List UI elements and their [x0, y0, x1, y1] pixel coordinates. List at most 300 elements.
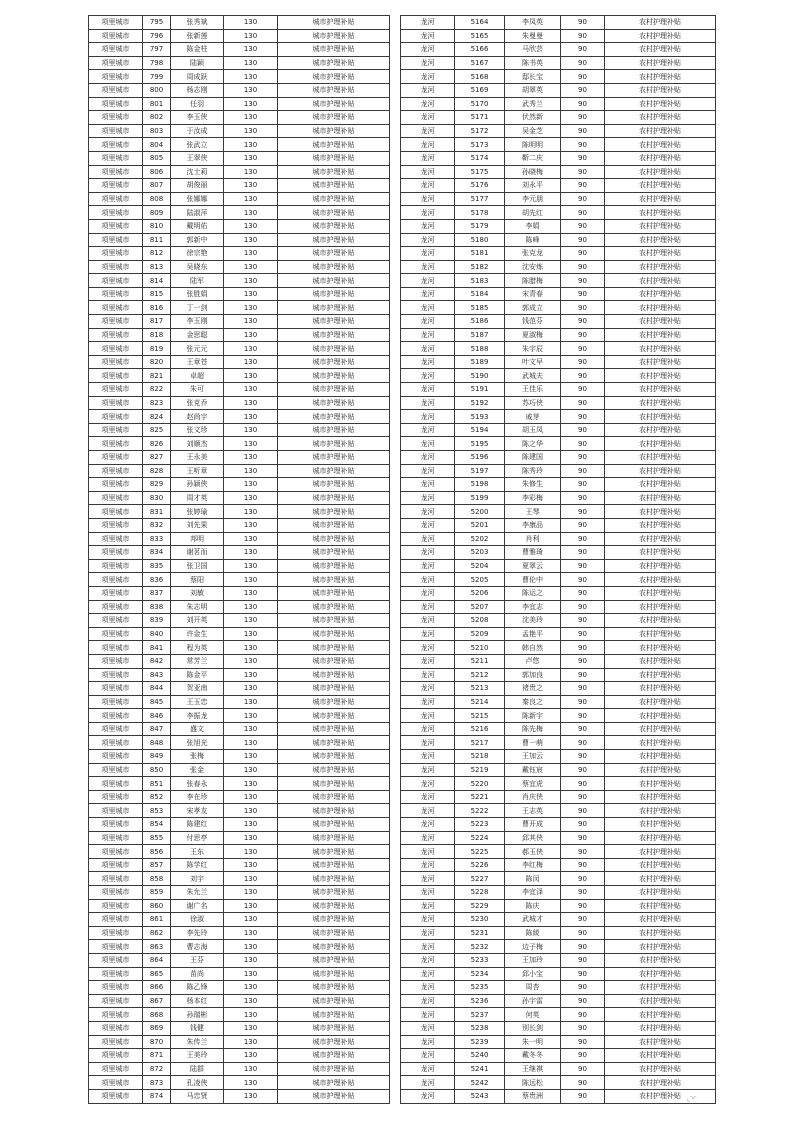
- number-cell: 5180: [455, 233, 505, 247]
- area-cell: 龙河: [401, 926, 455, 940]
- table-row: [401, 287, 716, 301]
- name-cell: 王加玲: [505, 953, 561, 967]
- amount-cell: 130: [224, 763, 278, 777]
- name-cell: 陆群: [171, 1062, 224, 1076]
- category-cell: 城市护理补贴: [278, 165, 390, 179]
- name-cell: 邱其侠: [505, 831, 561, 845]
- table-row: [89, 206, 390, 220]
- name-cell: 陈建红: [171, 818, 224, 832]
- category-cell: 城市护理补贴: [278, 16, 390, 30]
- table-row: [89, 668, 390, 682]
- area-cell: 龙河: [401, 872, 455, 886]
- amount-cell: 90: [561, 994, 605, 1008]
- name-cell: 胡先红: [505, 206, 561, 220]
- name-cell: 叶文早: [505, 355, 561, 369]
- amount-cell: 90: [561, 682, 605, 696]
- name-cell: 曹一萌: [505, 736, 561, 750]
- category-cell: 城市护理补贴: [278, 1008, 390, 1022]
- amount-cell: 130: [224, 478, 278, 492]
- number-cell: 805: [143, 151, 171, 165]
- name-cell: 赵尚宇: [171, 410, 224, 424]
- area-cell: 项里城市: [89, 1049, 143, 1063]
- category-cell: 农村护理补贴: [605, 342, 716, 356]
- number-cell: 866: [143, 981, 171, 995]
- amount-cell: 90: [561, 301, 605, 315]
- category-cell: 城市护理补贴: [278, 736, 390, 750]
- amount-cell: 130: [224, 994, 278, 1008]
- amount-cell: 130: [224, 1076, 278, 1090]
- number-cell: 853: [143, 804, 171, 818]
- name-cell: 沈士莉: [171, 165, 224, 179]
- category-cell: 农村护理补贴: [605, 532, 716, 546]
- area-cell: 项里城市: [89, 505, 143, 519]
- number-cell: 849: [143, 750, 171, 764]
- table-row: [401, 315, 716, 329]
- table-row: [89, 287, 390, 301]
- number-cell: 5171: [455, 111, 505, 125]
- category-cell: 农村护理补贴: [605, 1076, 716, 1090]
- table-row: [401, 790, 716, 804]
- amount-cell: 130: [224, 491, 278, 505]
- number-cell: 796: [143, 29, 171, 43]
- name-cell: 曹伦中: [505, 573, 561, 587]
- area-cell: 项里城市: [89, 1062, 143, 1076]
- right-subsidy-table: [400, 15, 716, 1104]
- table-row: [89, 70, 390, 84]
- amount-cell: 90: [561, 151, 605, 165]
- table-row: [401, 165, 716, 179]
- name-cell: 武城夫: [505, 369, 561, 383]
- amount-cell: 90: [561, 83, 605, 97]
- number-cell: 836: [143, 573, 171, 587]
- table-row: [401, 1062, 716, 1076]
- area-cell: 龙河: [401, 981, 455, 995]
- category-cell: 农村护理补贴: [605, 328, 716, 342]
- table-row: [89, 192, 390, 206]
- amount-cell: 90: [561, 328, 605, 342]
- amount-cell: 130: [224, 233, 278, 247]
- amount-cell: 130: [224, 328, 278, 342]
- number-cell: 848: [143, 736, 171, 750]
- category-cell: 农村护理补贴: [605, 1089, 716, 1103]
- area-cell: 龙河: [401, 369, 455, 383]
- area-cell: 龙河: [401, 206, 455, 220]
- table-row: [401, 1008, 716, 1022]
- amount-cell: 130: [224, 573, 278, 587]
- name-cell: 张武立: [171, 138, 224, 152]
- number-cell: 5230: [455, 913, 505, 927]
- name-cell: 王佳乐: [505, 383, 561, 397]
- amount-cell: 130: [224, 926, 278, 940]
- category-cell: 城市护理补贴: [278, 491, 390, 505]
- category-cell: 农村护理补贴: [605, 16, 716, 30]
- amount-cell: 90: [561, 451, 605, 465]
- name-cell: 胡翠英: [505, 83, 561, 97]
- amount-cell: 90: [561, 192, 605, 206]
- amount-cell: 130: [224, 654, 278, 668]
- table-row: [89, 43, 390, 57]
- area-cell: 项里城市: [89, 383, 143, 397]
- amount-cell: 90: [561, 124, 605, 138]
- amount-cell: 90: [561, 206, 605, 220]
- amount-cell: 90: [561, 274, 605, 288]
- number-cell: 873: [143, 1076, 171, 1090]
- name-cell: 陈闵: [505, 872, 561, 886]
- name-cell: 伏然新: [505, 111, 561, 125]
- table-row: [89, 1049, 390, 1063]
- area-cell: 项里城市: [89, 641, 143, 655]
- number-cell: 5201: [455, 518, 505, 532]
- table-row: [401, 464, 716, 478]
- amount-cell: 130: [224, 165, 278, 179]
- area-cell: 龙河: [401, 315, 455, 329]
- area-cell: 项里城市: [89, 342, 143, 356]
- name-cell: 钱范芬: [505, 315, 561, 329]
- name-cell: 朱可: [171, 383, 224, 397]
- number-cell: 843: [143, 668, 171, 682]
- name-cell: 宋孝友: [171, 804, 224, 818]
- number-cell: 860: [143, 899, 171, 913]
- category-cell: 城市护理补贴: [278, 111, 390, 125]
- table-row: [89, 491, 390, 505]
- name-cell: 王继祺: [505, 1062, 561, 1076]
- name-cell: 孙颖侠: [171, 478, 224, 492]
- amount-cell: 130: [224, 777, 278, 791]
- area-cell: 项里城市: [89, 70, 143, 84]
- area-cell: 龙河: [401, 247, 455, 261]
- area-cell: 龙河: [401, 192, 455, 206]
- category-cell: 城市护理补贴: [278, 790, 390, 804]
- name-cell: 邸长宝: [505, 70, 561, 84]
- area-cell: 龙河: [401, 410, 455, 424]
- name-cell: 张克龙: [505, 247, 561, 261]
- category-cell: 农村护理补贴: [605, 233, 716, 247]
- area-cell: 龙河: [401, 165, 455, 179]
- category-cell: 城市护理补贴: [278, 437, 390, 451]
- name-cell: 孙宇雷: [505, 994, 561, 1008]
- number-cell: 5202: [455, 532, 505, 546]
- number-cell: 5167: [455, 56, 505, 70]
- area-cell: 项里城市: [89, 559, 143, 573]
- name-cell: 李彩梅: [505, 491, 561, 505]
- category-cell: 城市护理补贴: [278, 845, 390, 859]
- number-cell: 5210: [455, 641, 505, 655]
- number-cell: 5184: [455, 287, 505, 301]
- name-cell: 周才英: [171, 491, 224, 505]
- number-cell: 839: [143, 614, 171, 628]
- amount-cell: 130: [224, 641, 278, 655]
- amount-cell: 90: [561, 518, 605, 532]
- amount-cell: 130: [224, 668, 278, 682]
- number-cell: 824: [143, 410, 171, 424]
- name-cell: 戴明佑: [171, 219, 224, 233]
- table-row: [89, 29, 390, 43]
- category-cell: 城市护理补贴: [278, 1062, 390, 1076]
- amount-cell: 90: [561, 219, 605, 233]
- name-cell: 徐淑: [171, 913, 224, 927]
- amount-cell: 130: [224, 600, 278, 614]
- number-cell: 809: [143, 206, 171, 220]
- table-row: [89, 818, 390, 832]
- table-row: [89, 342, 390, 356]
- category-cell: 城市护理补贴: [278, 410, 390, 424]
- amount-cell: 90: [561, 573, 605, 587]
- number-cell: 856: [143, 845, 171, 859]
- name-cell: 陆淑萍: [171, 206, 224, 220]
- amount-cell: 90: [561, 260, 605, 274]
- area-cell: 龙河: [401, 763, 455, 777]
- amount-cell: 90: [561, 736, 605, 750]
- number-cell: 5223: [455, 818, 505, 832]
- category-cell: 农村护理补贴: [605, 763, 716, 777]
- number-cell: 811: [143, 233, 171, 247]
- category-cell: 城市护理补贴: [278, 722, 390, 736]
- table-row: [401, 247, 716, 261]
- number-cell: 5178: [455, 206, 505, 220]
- area-cell: 项里城市: [89, 899, 143, 913]
- number-cell: 5206: [455, 586, 505, 600]
- amount-cell: 130: [224, 423, 278, 437]
- table-row: [401, 913, 716, 927]
- name-cell: 陈秀玲: [505, 464, 561, 478]
- area-cell: 龙河: [401, 532, 455, 546]
- table-row: [401, 750, 716, 764]
- area-cell: 龙河: [401, 1021, 455, 1035]
- number-cell: 844: [143, 682, 171, 696]
- name-cell: 谢茗而: [171, 546, 224, 560]
- area-cell: 项里城市: [89, 437, 143, 451]
- number-cell: 831: [143, 505, 171, 519]
- table-row: [401, 206, 716, 220]
- name-cell: 周杏: [505, 981, 561, 995]
- number-cell: 802: [143, 111, 171, 125]
- table-row: [89, 641, 390, 655]
- area-cell: 项里城市: [89, 219, 143, 233]
- number-cell: 5211: [455, 654, 505, 668]
- table-row: [401, 981, 716, 995]
- table-row: [89, 315, 390, 329]
- amount-cell: 130: [224, 315, 278, 329]
- name-cell: 钱健: [171, 1021, 224, 1035]
- table-row: [89, 1062, 390, 1076]
- name-cell: 常芳兰: [171, 654, 224, 668]
- amount-cell: 130: [224, 451, 278, 465]
- amount-cell: 90: [561, 383, 605, 397]
- number-cell: 865: [143, 967, 171, 981]
- name-cell: 陈之华: [505, 437, 561, 451]
- category-cell: 城市护理补贴: [278, 668, 390, 682]
- number-cell: 5221: [455, 790, 505, 804]
- category-cell: 农村护理补贴: [605, 845, 716, 859]
- number-cell: 857: [143, 858, 171, 872]
- table-row: [401, 29, 716, 43]
- area-cell: 项里城市: [89, 179, 143, 193]
- amount-cell: 130: [224, 559, 278, 573]
- category-cell: 城市护理补贴: [278, 994, 390, 1008]
- category-cell: 城市护理补贴: [278, 43, 390, 57]
- number-cell: 5234: [455, 967, 505, 981]
- amount-cell: 90: [561, 940, 605, 954]
- amount-cell: 90: [561, 913, 605, 927]
- name-cell: 杨本红: [171, 994, 224, 1008]
- name-cell: 张文珍: [171, 423, 224, 437]
- category-cell: 城市护理补贴: [278, 831, 390, 845]
- category-cell: 农村护理补贴: [605, 219, 716, 233]
- category-cell: 城市护理补贴: [278, 1035, 390, 1049]
- number-cell: 852: [143, 790, 171, 804]
- area-cell: 项里城市: [89, 1021, 143, 1035]
- name-cell: 王美玲: [171, 1049, 224, 1063]
- amount-cell: 90: [561, 1076, 605, 1090]
- area-cell: 项里城市: [89, 247, 143, 261]
- name-cell: 朱一明: [505, 1035, 561, 1049]
- amount-cell: 130: [224, 56, 278, 70]
- area-cell: 龙河: [401, 913, 455, 927]
- area-cell: 项里城市: [89, 315, 143, 329]
- amount-cell: 130: [224, 845, 278, 859]
- category-cell: 城市护理补贴: [278, 872, 390, 886]
- amount-cell: 90: [561, 709, 605, 723]
- area-cell: 龙河: [401, 233, 455, 247]
- name-cell: 蔡宜虎: [505, 777, 561, 791]
- area-cell: 项里城市: [89, 532, 143, 546]
- table-row: [89, 586, 390, 600]
- name-cell: 朱修生: [505, 478, 561, 492]
- watermark-icon: ◟◝◜: [687, 1094, 697, 1103]
- area-cell: 项里城市: [89, 994, 143, 1008]
- number-cell: 5222: [455, 804, 505, 818]
- amount-cell: 130: [224, 627, 278, 641]
- amount-cell: 130: [224, 858, 278, 872]
- amount-cell: 130: [224, 16, 278, 30]
- table-row: [401, 695, 716, 709]
- area-cell: 龙河: [401, 83, 455, 97]
- number-cell: 821: [143, 369, 171, 383]
- amount-cell: 130: [224, 532, 278, 546]
- table-row: [401, 383, 716, 397]
- number-cell: 851: [143, 777, 171, 791]
- number-cell: 5213: [455, 682, 505, 696]
- number-cell: 5239: [455, 1035, 505, 1049]
- category-cell: 城市护理补贴: [278, 355, 390, 369]
- table-row: [89, 16, 390, 30]
- number-cell: 812: [143, 247, 171, 261]
- area-cell: 龙河: [401, 1008, 455, 1022]
- amount-cell: 90: [561, 804, 605, 818]
- area-cell: 项里城市: [89, 709, 143, 723]
- area-cell: 项里城市: [89, 763, 143, 777]
- area-cell: 项里城市: [89, 165, 143, 179]
- number-cell: 833: [143, 532, 171, 546]
- amount-cell: 130: [224, 1049, 278, 1063]
- name-cell: 孙晓梅: [505, 165, 561, 179]
- table-row: [89, 790, 390, 804]
- area-cell: 项里城市: [89, 913, 143, 927]
- number-cell: 874: [143, 1089, 171, 1103]
- table-row: [89, 464, 390, 478]
- category-cell: 农村护理补贴: [605, 301, 716, 315]
- number-cell: 5198: [455, 478, 505, 492]
- name-cell: 李宜泽: [505, 886, 561, 900]
- table-row: [89, 709, 390, 723]
- name-cell: 苗尚: [171, 967, 224, 981]
- category-cell: 城市护理补贴: [278, 1089, 390, 1103]
- name-cell: 王听章: [171, 464, 224, 478]
- name-cell: 肖庆侠: [505, 790, 561, 804]
- number-cell: 827: [143, 451, 171, 465]
- category-cell: 农村护理补贴: [605, 151, 716, 165]
- table-row: [401, 233, 716, 247]
- name-cell: 陈先梅: [505, 722, 561, 736]
- table-row: [89, 532, 390, 546]
- name-cell: 褚贵之: [505, 682, 561, 696]
- number-cell: 828: [143, 464, 171, 478]
- area-cell: 项里城市: [89, 464, 143, 478]
- table-row: [89, 355, 390, 369]
- area-cell: 龙河: [401, 654, 455, 668]
- category-cell: 农村护理补贴: [605, 1049, 716, 1063]
- table-row: [401, 355, 716, 369]
- amount-cell: 90: [561, 70, 605, 84]
- category-cell: 农村护理补贴: [605, 994, 716, 1008]
- area-cell: 项里城市: [89, 682, 143, 696]
- category-cell: 农村护理补贴: [605, 573, 716, 587]
- area-cell: 项里城市: [89, 777, 143, 791]
- category-cell: 农村护理补贴: [605, 695, 716, 709]
- area-cell: 龙河: [401, 886, 455, 900]
- number-cell: 5225: [455, 845, 505, 859]
- area-cell: 龙河: [401, 709, 455, 723]
- table-row: [89, 804, 390, 818]
- area-cell: 项里城市: [89, 818, 143, 832]
- area-cell: 龙河: [401, 478, 455, 492]
- category-cell: 城市护理补贴: [278, 886, 390, 900]
- area-cell: 龙河: [401, 736, 455, 750]
- area-cell: 龙河: [401, 260, 455, 274]
- amount-cell: 130: [224, 383, 278, 397]
- area-cell: 项里城市: [89, 396, 143, 410]
- amount-cell: 130: [224, 1021, 278, 1035]
- amount-cell: 130: [224, 709, 278, 723]
- category-cell: 城市护理补贴: [278, 423, 390, 437]
- area-cell: 龙河: [401, 899, 455, 913]
- area-cell: 项里城市: [89, 614, 143, 628]
- number-cell: 5212: [455, 668, 505, 682]
- area-cell: 龙河: [401, 600, 455, 614]
- table-row: [401, 953, 716, 967]
- amount-cell: 130: [224, 97, 278, 111]
- table-row: [89, 233, 390, 247]
- amount-cell: 90: [561, 777, 605, 791]
- table-row: [89, 1021, 390, 1035]
- table-row: [401, 43, 716, 57]
- area-cell: 项里城市: [89, 600, 143, 614]
- amount-cell: 90: [561, 29, 605, 43]
- table-row: [89, 219, 390, 233]
- name-cell: 陆颖: [171, 56, 224, 70]
- amount-cell: 130: [224, 804, 278, 818]
- amount-cell: 90: [561, 165, 605, 179]
- table-row: [89, 56, 390, 70]
- table-row: [401, 410, 716, 424]
- category-cell: 农村护理补贴: [605, 138, 716, 152]
- number-cell: 5216: [455, 722, 505, 736]
- table-row: [401, 518, 716, 532]
- category-cell: 农村护理补贴: [605, 546, 716, 560]
- area-cell: 项里城市: [89, 858, 143, 872]
- amount-cell: 90: [561, 858, 605, 872]
- category-cell: 农村护理补贴: [605, 804, 716, 818]
